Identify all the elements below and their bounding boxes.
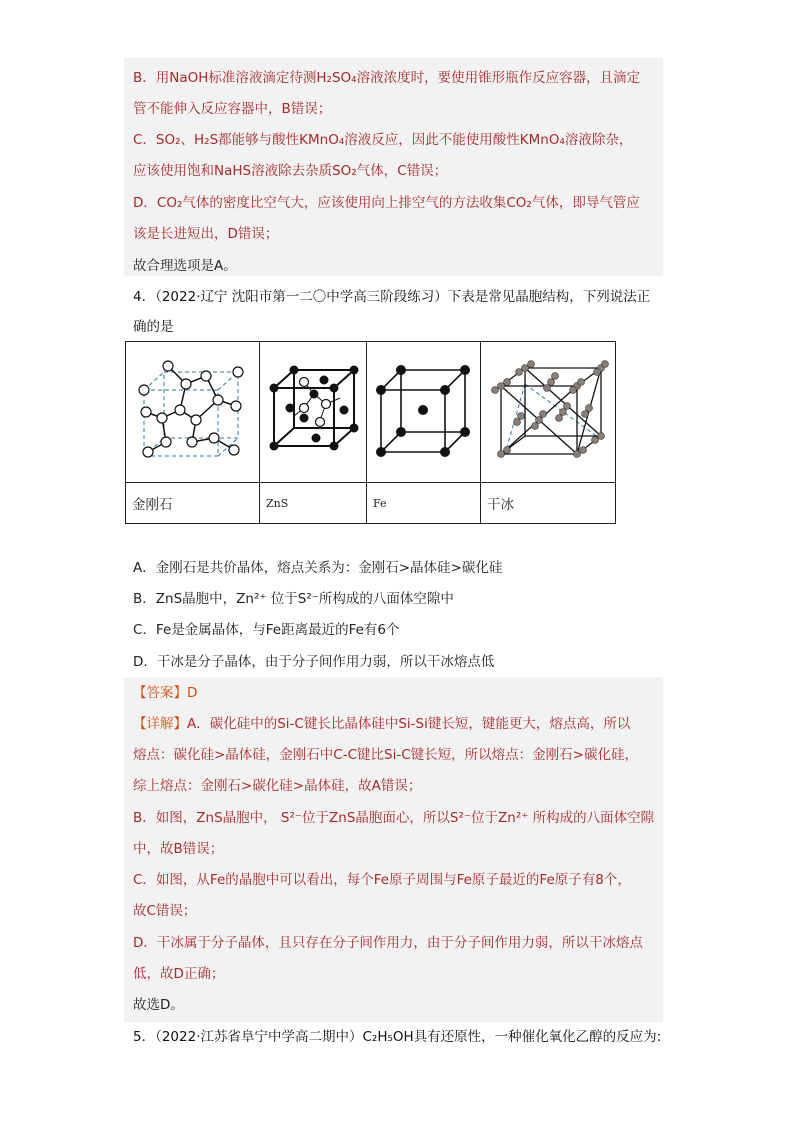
question4-stem-line1: 4．（2022·辽宁 沈阳市第一二〇中学高三阶段练习）下表是常见晶胞结构，下列说法正 [133,289,651,305]
option-a: A．金刚石是共价晶体，熔点关系为：金刚石>晶体硅>碳化硅 [133,560,503,576]
detail-line-8: 低，故D正确； [133,966,225,982]
label-fe: Fe [367,483,481,524]
detail-line-5: C．如图，从Fe的晶胞中可以看出，每个Fe原子周围与Fe原子最近的Fe原子有8个， [133,872,631,888]
diamond-cell-image [126,342,260,483]
label-zns: ZnS [260,483,367,524]
answer-d-line2: 该是长进短出，D错误； [133,226,279,242]
detail-line-3: B．如图，ZnS晶胞中， S²⁻位于ZnS晶胞面心，所以S²⁻位于Zn²⁺ 所构成的八面体空隙 [133,810,655,826]
question5-stem-line1: 5．（2022·江苏省阜宁中学高二期中）C₂H₅OH具有还原性，一种催化氧化乙醇的反应为: [133,1029,662,1045]
answer-c-line2: 应该使用饱和NaHS溶液除去杂质SO₂气体，C错误； [133,163,448,179]
detail-line-6: 故C错误； [133,903,197,919]
option-b: B．ZnS晶胞中，Zn²⁺ 位于S²⁻所构成的八面体空隙中 [133,591,454,607]
answer-conclusion: 故合理选项是A。 [133,258,237,274]
option-d: D．干冰是分子晶体，由于分子间作用力弱，所以干冰熔点低 [133,654,495,670]
option-c: C．Fe是金属晶体，与Fe距离最近的Fe有6个 [133,622,400,638]
question4-stem-line2: 确的是 [133,319,174,335]
detail-line-7: D．干冰属于分子晶体，且只存在分子间作用力，由于分子间作用力弱，所以干冰熔点 [133,935,643,951]
fe-cell-image [367,342,481,483]
detail-line-4: 中，故B错误； [133,841,224,857]
detail-line-9: 故选D。 [133,997,184,1013]
detail-text-0: A．碳化硅中的Si-C键长比晶体硅中Si-Si键长短，键能更大，熔点高，所以 [187,716,631,732]
answer-d-line1: D．CO₂气体的密度比空气大，应该使用向上排空气的方法收集CO₂气体，即导气管应 [133,195,640,211]
answer-line: 【答案】D [133,685,198,701]
answer-b-line2: 管不能伸入反应容器中，B错误； [133,101,332,117]
answer-c-line1: C．SO₂、H₂S都能够与酸性KMnO₄溶液反应，因此不能使用酸性KMnO₄溶液除杂， [133,132,633,148]
detail-line-0 [133,714,630,734]
answer-b-line1: B．用NaOH标准溶液滴定待测H₂SO₄溶液浓度时，要使用锥形瓶作反应容器，且滴定 [133,70,641,86]
crystal-cell-table [125,341,616,524]
zns-cell-image [260,342,367,483]
label-diamond: 金刚石 [126,483,260,524]
detail-tag: 【详解】 [133,716,187,732]
detail-line-2: 综上熔点：金刚石>碳化硅>晶体硅，故A错误； [133,778,422,794]
label-dry-ice: 干冰 [481,483,616,524]
detail-line-1: 熔点：碳化硅>晶体硅，金刚石中C-C键比Si-C键长短，所以熔点：金刚石>碳化硅， [133,747,638,763]
dry-ice-cell-image [481,342,616,483]
